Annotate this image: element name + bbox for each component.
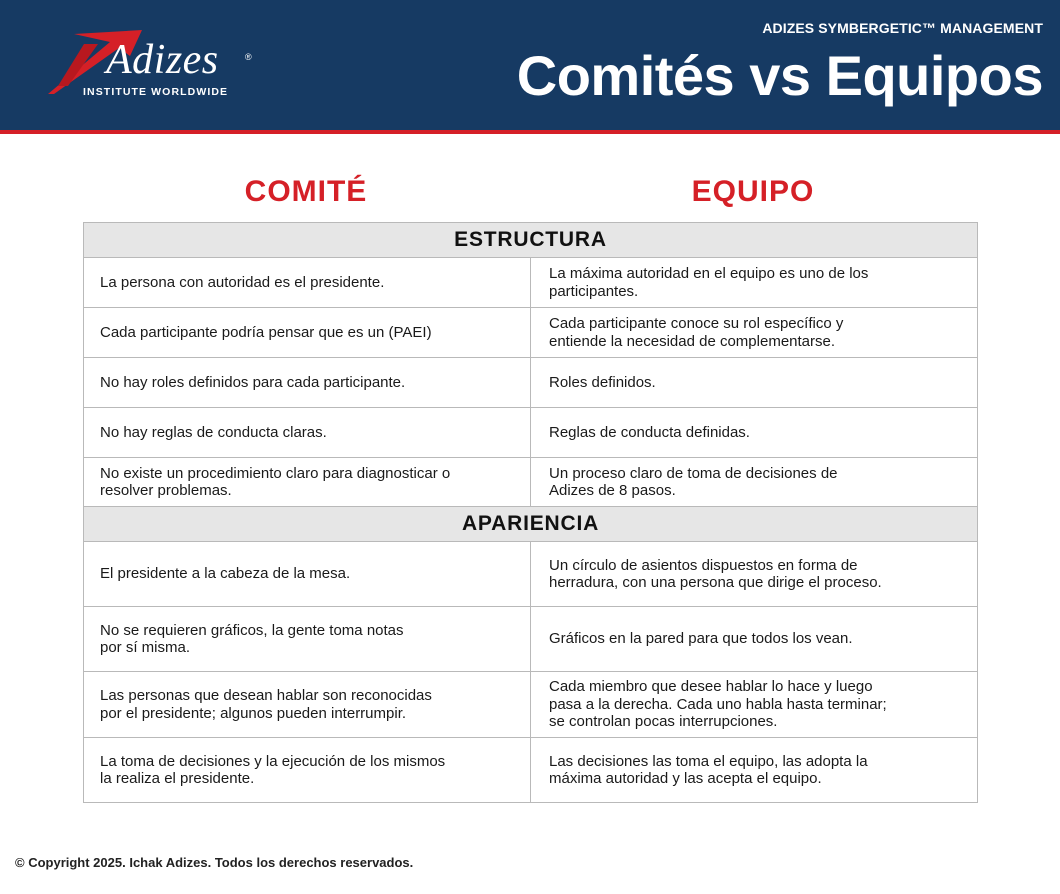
comite-cell: No existe un procedimiento claro para diagnosticar o resolver problemas. <box>84 458 531 507</box>
column-heading-comite: COMITÉ <box>244 175 368 208</box>
equipo-cell: Cada miembro que desee hablar lo hace y luego pasa a la derecha. Cada uno habla hasta terminar; se controlan pocas interrupciones. <box>531 672 978 738</box>
adizes-logo <box>44 26 274 106</box>
equipo-cell: Un proceso claro de toma de decisiones de Adizes de 8 pasos. <box>531 458 978 507</box>
equipo-cell: Roles definidos. <box>531 358 978 408</box>
column-heading-equipo: EQUIPO <box>691 175 815 208</box>
table-row <box>84 408 978 458</box>
comite-cell: Cada participante podría pensar que es un (PAEI) <box>84 308 531 358</box>
comite-cell: La toma de decisiones y la ejecución de los mismos la realiza el presidente. <box>84 738 531 803</box>
section-row <box>84 223 978 258</box>
equipo-cell: La máxima autoridad en el equipo es uno de los participantes. <box>531 258 978 308</box>
logo-wordmark: Adizes <box>106 37 219 83</box>
table-row <box>84 542 978 607</box>
table-row <box>84 458 978 507</box>
comite-cell: No hay reglas de conducta claras. <box>84 408 531 458</box>
table-row <box>84 308 978 358</box>
equipo-cell: Reglas de conducta definidas. <box>531 408 978 458</box>
equipo-cell: Cada participante conoce su rol específico y entiende la necesidad de complementarse. <box>531 308 978 358</box>
logo-subtitle: INSTITUTE WORLDWIDE <box>83 86 229 98</box>
comite-cell: La persona con autoridad es el presidente. <box>84 258 531 308</box>
comite-cell: Las personas que desean hablar son reconocidas por el presidente; algunos pueden interrumpir. <box>84 672 531 738</box>
equipo-cell: Gráficos en la pared para que todos los vean. <box>531 607 978 672</box>
table-row <box>84 358 978 408</box>
page-title: Comités vs Equipos <box>516 44 1043 107</box>
equipo-cell: Un círculo de asientos dispuestos en forma de herradura, con una persona que dirige el proceso. <box>531 542 978 607</box>
comite-cell: No hay roles definidos para cada participante. <box>84 358 531 408</box>
section-title-apariencia: APARIENCIA <box>84 507 978 542</box>
comite-cell: El presidente a la cabeza de la mesa. <box>84 542 531 607</box>
comite-cell: No se requieren gráficos, la gente toma notas por sí misma. <box>84 607 531 672</box>
section-row <box>84 507 978 542</box>
table-row <box>84 738 978 803</box>
table-row <box>84 672 978 738</box>
header-eyebrow: ADIZES SYMBERGETIC™ MANAGEMENT <box>762 20 1043 36</box>
comparison-table <box>83 222 978 803</box>
header-divider <box>0 130 1060 134</box>
table-row <box>84 607 978 672</box>
equipo-cell: Las decisiones las toma el equipo, las adopta la máxima autoridad y las acepta el equipo. <box>531 738 978 803</box>
section-title-estructura: ESTRUCTURA <box>84 223 978 258</box>
copyright-notice: © Copyright 2025. Ichak Adizes. Todos los derechos reservados. <box>15 855 414 870</box>
header-banner <box>0 0 1060 130</box>
table-row <box>84 258 978 308</box>
logo-registered-mark: ® <box>245 52 252 62</box>
